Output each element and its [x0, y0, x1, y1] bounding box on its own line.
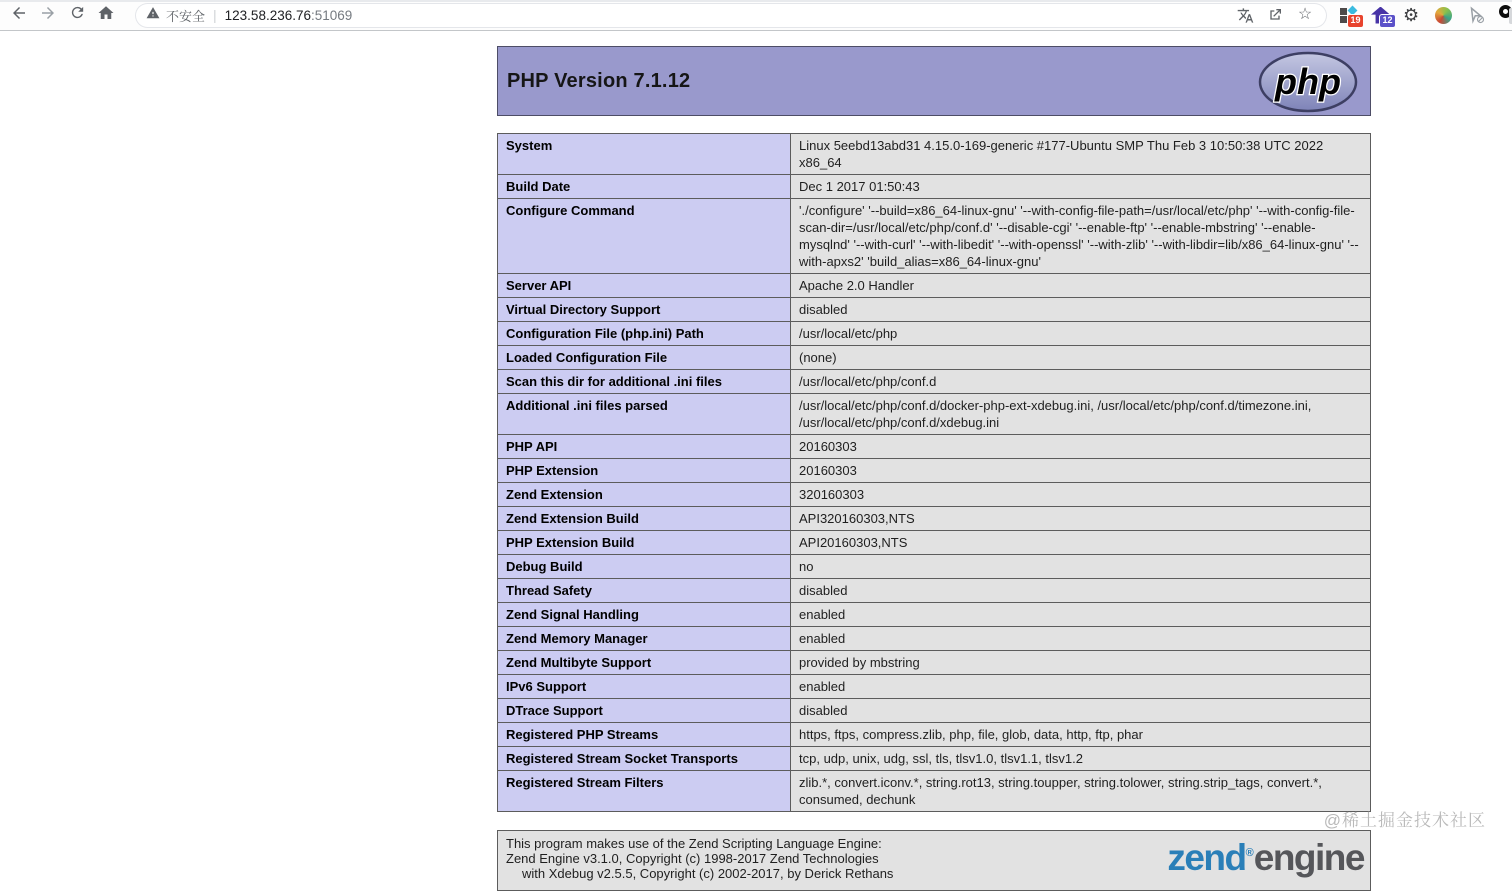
row-value: Linux 5eebd13abd31 4.15.0-169-generic #177-Ubuntu SMP Thu Feb 3 10:50:38 UTC 2022 x86_64: [791, 134, 1371, 175]
table-row: [498, 603, 1371, 627]
table-row: [498, 651, 1371, 675]
row-value: provided by mbstring: [791, 651, 1371, 675]
reload-button[interactable]: [64, 2, 90, 28]
row-label: Thread Safety: [498, 579, 791, 603]
row-value: 20160303: [791, 459, 1371, 483]
info-table: [497, 133, 1371, 812]
row-label: IPv6 Support: [498, 675, 791, 699]
url-port: :51069: [311, 7, 353, 23]
row-label: Zend Signal Handling: [498, 603, 791, 627]
reload-icon: [69, 4, 86, 26]
home-button[interactable]: [93, 2, 119, 28]
extension-badge-12: 12: [1379, 14, 1396, 28]
table-row: [498, 435, 1371, 459]
table-row: [498, 675, 1371, 699]
row-value: API20160303,NTS: [791, 531, 1371, 555]
row-value: disabled: [791, 699, 1371, 723]
row-label: PHP Extension Build: [498, 531, 791, 555]
row-value: 320160303: [791, 483, 1371, 507]
table-row: [498, 771, 1371, 812]
row-label: Debug Build: [498, 555, 791, 579]
table-row: [498, 394, 1371, 435]
zend-engine-logo: zend®engine: [1167, 837, 1364, 878]
row-label: Configure Command: [498, 199, 791, 274]
table-row: [498, 483, 1371, 507]
row-value: enabled: [791, 675, 1371, 699]
row-value: /usr/local/etc/php: [791, 322, 1371, 346]
bookmark-star-icon[interactable]: ☆: [1297, 6, 1313, 23]
gear-extension-icon[interactable]: ⚙: [1403, 4, 1420, 25]
footer-line-3: with Xdebug v2.5.5, Copyright (c) 2002-2017, by Derick Rethans: [522, 866, 894, 881]
row-value: (none): [791, 346, 1371, 370]
table-row: [498, 507, 1371, 531]
extension-home-icon[interactable]: [1371, 6, 1393, 25]
row-label: PHP Extension: [498, 459, 791, 483]
table-row: [498, 627, 1371, 651]
row-value: disabled: [791, 579, 1371, 603]
url-host: 123.58.236.76: [224, 7, 311, 23]
forward-button[interactable]: [35, 2, 61, 28]
table-row: [498, 274, 1371, 298]
extensions-area: [1339, 6, 1512, 25]
extension-badge-19: 19: [1347, 14, 1364, 28]
browser-toolbar: [0, 0, 1512, 31]
phpinfo-page: [497, 46, 1371, 891]
table-row: [498, 579, 1371, 603]
row-value: /usr/local/etc/php/conf.d/docker-php-ext-xdebug.ini, /usr/local/etc/php/conf.d/timezone.ini, /usr/local/etc/php/conf.d/xdebug.ini: [791, 394, 1371, 435]
row-label: Zend Multibyte Support: [498, 651, 791, 675]
row-label: System: [498, 134, 791, 175]
table-row: [498, 199, 1371, 274]
table-row: [498, 298, 1371, 322]
table-row: [498, 555, 1371, 579]
home-icon: [97, 4, 115, 27]
table-row: [498, 322, 1371, 346]
info-table-body: [498, 134, 1371, 812]
row-label: Scan this dir for additional .ini files: [498, 370, 791, 394]
colorful-bowl-extension-icon[interactable]: [1435, 6, 1454, 25]
row-label: Zend Extension Build: [498, 507, 791, 531]
table-row: [498, 747, 1371, 771]
table-row: [498, 134, 1371, 175]
row-label: Registered Stream Socket Transports: [498, 747, 791, 771]
row-value: zlib.*, convert.iconv.*, string.rot13, string.toupper, string.tolower, string.strip_tags, convert.*, consumed, dechunk: [791, 771, 1371, 812]
share-icon[interactable]: [1264, 4, 1286, 26]
php-version-header: [497, 46, 1371, 116]
row-label: Server API: [498, 274, 791, 298]
zend-footer: [497, 830, 1371, 891]
table-row: [498, 346, 1371, 370]
row-label: Configuration File (php.ini) Path: [498, 322, 791, 346]
extension-blocks-icon[interactable]: [1339, 6, 1361, 25]
table-row: [498, 531, 1371, 555]
row-value: './configure' '--build=x86_64-linux-gnu' '--with-config-file-path=/usr/local/etc/php' '--with-config-file-scan-dir=/usr/local/etc/php/conf.d' '--disable-cgi' '--enable-ftp' '--enable-mbstring' '--enable-mysqlnd' '--with-curl' '--with-libedit' '--with-openssl' '--with-zlib' '--with-libdir=lib/x86_64-linux-gnu' '--with-apxs2' 'build_alias=x86_64-linux-gnu': [791, 199, 1371, 274]
row-value: enabled: [791, 627, 1371, 651]
row-label: Zend Memory Manager: [498, 627, 791, 651]
forward-icon: [39, 4, 57, 27]
row-label: Loaded Configuration File: [498, 346, 791, 370]
row-label: Registered PHP Streams: [498, 723, 791, 747]
not-secure-warning-icon[interactable]: [146, 6, 160, 25]
row-value: /usr/local/etc/php/conf.d: [791, 370, 1371, 394]
address-bar[interactable]: [136, 4, 1326, 27]
php-logo-icon: [1258, 51, 1358, 118]
row-value: Apache 2.0 Handler: [791, 274, 1371, 298]
row-label: PHP API: [498, 435, 791, 459]
footer-line-1: This program makes use of the Zend Scripting Language Engine:: [506, 836, 882, 851]
table-row: [498, 699, 1371, 723]
row-label: Registered Stream Filters: [498, 771, 791, 812]
row-label: Build Date: [498, 175, 791, 199]
table-row: [498, 370, 1371, 394]
row-value: disabled: [791, 298, 1371, 322]
row-value: API320160303,NTS: [791, 507, 1371, 531]
disabled-cursor-extension-icon[interactable]: [1467, 6, 1486, 25]
table-row: [498, 723, 1371, 747]
row-value: enabled: [791, 603, 1371, 627]
row-label: Zend Extension: [498, 483, 791, 507]
row-label: Additional .ini files parsed: [498, 394, 791, 435]
table-row: [498, 459, 1371, 483]
page-title: PHP Version 7.1.12: [507, 69, 691, 92]
row-value: Dec 1 2017 01:50:43: [791, 175, 1371, 199]
back-icon: [10, 4, 28, 27]
row-label: DTrace Support: [498, 699, 791, 723]
not-secure-label[interactable]: 不安全: [166, 8, 206, 24]
row-value: no: [791, 555, 1371, 579]
footer-line-2: Zend Engine v3.1.0, Copyright (c) 1998-2017 Zend Technologies: [506, 851, 879, 866]
address-divider: |: [213, 7, 217, 23]
row-value: 20160303: [791, 435, 1371, 459]
back-button[interactable]: [6, 2, 32, 28]
juejin-watermark: @稀土掘金技术社区: [1323, 811, 1486, 830]
row-value: https, ftps, compress.zlib, php, file, glob, data, http, ftp, phar: [791, 723, 1371, 747]
svg-text:php: php: [1275, 61, 1341, 102]
translate-icon[interactable]: [1234, 4, 1256, 26]
row-label: Virtual Directory Support: [498, 298, 791, 322]
row-value: tcp, udp, unix, udg, ssl, tls, tlsv1.0, tlsv1.1, tlsv1.2: [791, 747, 1371, 771]
table-row: [498, 175, 1371, 199]
